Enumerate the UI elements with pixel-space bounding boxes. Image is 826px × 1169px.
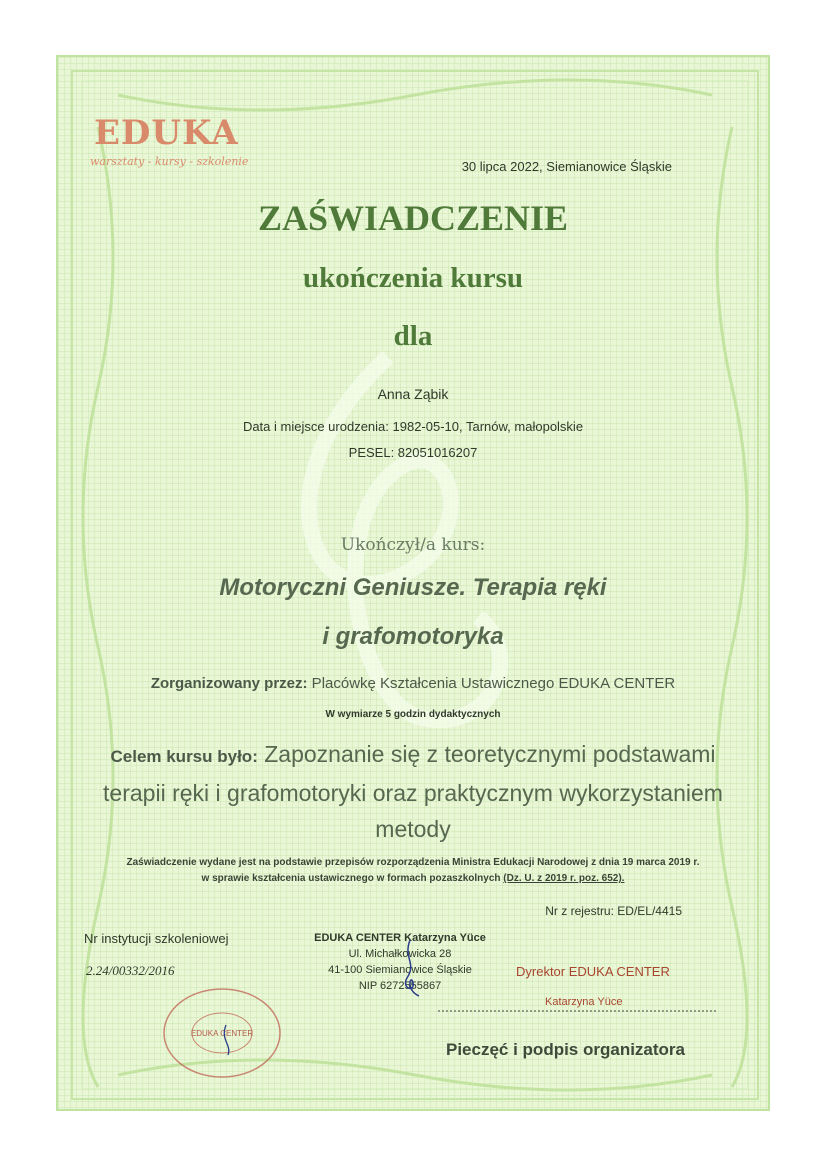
course-name-line1: Motoryczni Geniusze. Terapia ręki xyxy=(219,574,607,601)
director-title: Dyrektor EDUKA CENTER xyxy=(516,964,670,979)
institution-stamp xyxy=(160,985,284,1081)
document-subtitle: ukończenia kursu xyxy=(303,262,523,294)
institution-number: 2.24/00332/2016 xyxy=(86,963,175,978)
recipient-pesel: PESEL: 82051016207 xyxy=(348,445,478,460)
completed-label: Ukończył/a kurs: xyxy=(340,535,486,555)
legal-line2: w sprawie kształcenia ustawicznego w formach pozaszkolnych xyxy=(201,873,501,884)
seal-label: Pieczęć i podpis organizatora xyxy=(446,1040,686,1059)
address-line4: NIP 6272555867 xyxy=(358,980,442,992)
for-label: dla xyxy=(393,320,433,352)
address-line1: EDUKA CENTER Katarzyna Yüce xyxy=(314,932,486,944)
logo-tagline: warsztaty - kursy - szkolenie xyxy=(90,155,249,168)
issue-date-place: 30 lipca 2022, Siemianowice Śląskie xyxy=(461,159,672,174)
director-name: Katarzyna Yüce xyxy=(545,996,623,1008)
registry-number: Nr z rejestru: ED/EL/4415 xyxy=(545,904,682,918)
legal-basis xyxy=(56,855,770,887)
eduka-logo: EDUKA xyxy=(94,113,239,153)
institution-label: Nr instytucji szkoleniowej xyxy=(84,931,229,946)
document-title: ZAŚWIADCZENIE xyxy=(257,198,569,238)
organizer-value: Placówkę Kształcenia Ustawicznego EDUKA CENTER xyxy=(307,675,676,692)
organizer xyxy=(56,675,770,692)
recipient-birth: Data i miejsce urodzenia: 1982-05-10, Tarnów, małopolskie xyxy=(242,419,584,434)
signature-scribble xyxy=(395,938,425,998)
signature-line xyxy=(438,1010,716,1012)
goal-value: Zapoznanie się z teoretycznymi podstawami terapii ręki i grafomotoryki oraz praktycznym wykorzystaniem metody xyxy=(103,741,723,842)
svg-text:EDUKA CENTER: EDUKA CENTER xyxy=(190,1029,254,1038)
goal-label: Celem kursu było: xyxy=(110,747,258,766)
recipient-name: Anna Ząbik xyxy=(377,386,449,402)
organizer-label: Zorganizowany przez: xyxy=(150,675,308,692)
course-goal xyxy=(56,736,770,847)
legal-reference: (Dz. U. z 2019 r. poz. 652). xyxy=(503,873,625,884)
address-line2: Ul. Michałkowicka 28 xyxy=(348,948,452,960)
address-line3: 41-100 Siemianowice Śląskie xyxy=(328,964,472,976)
course-name-line2: i grafomotoryka xyxy=(322,623,504,650)
course-hours: W wymiarze 5 godzin dydaktycznych xyxy=(325,709,501,720)
legal-line1: Zaświadczenie wydane jest na podstawie przepisów rozporządzenia Ministra Edukacji Narodowej z dnia 19 marca 2019 r. xyxy=(126,857,700,868)
